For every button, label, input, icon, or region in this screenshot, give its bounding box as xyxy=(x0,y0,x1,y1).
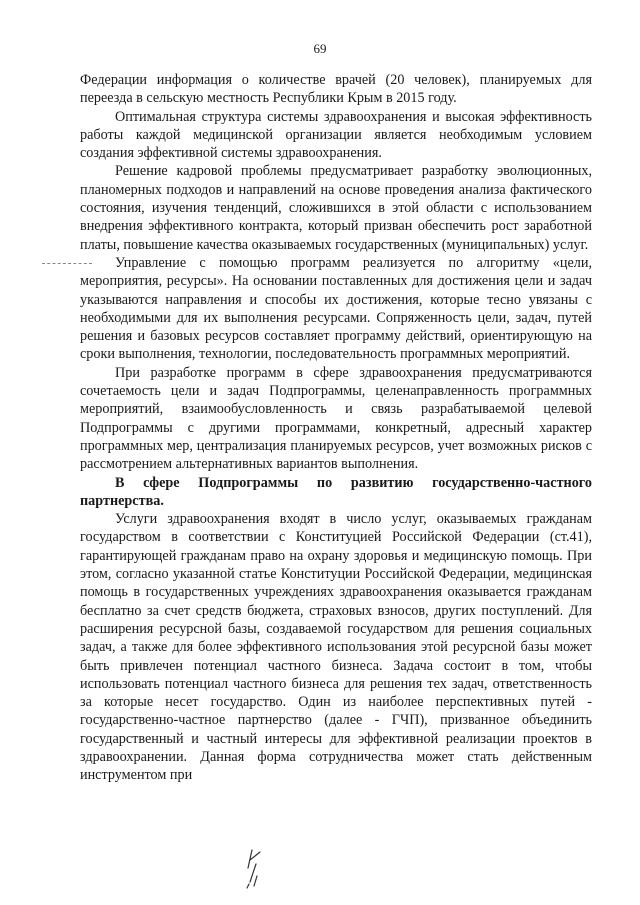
document-body xyxy=(80,71,592,785)
paragraph: Управление с помощью программ реализуется по алгоритму «цели, мероприятия, ресурсы». На основании поставленных для достижения цели и задач указываются направления и способы их достижения, которые тесно увязаны с необходимыми для их выполнения ресурсами. Сопряженность цели, задач, путей решения и базовых ресурсов составляет программу действий, ориентирующую на сроки выполнения, технологии, последовательность программных мероприятий. xyxy=(80,254,592,363)
paragraph: Оптимальная структура системы здравоохранения и высокая эффективность работы каждой медицинской организации является необходимым условием создания эффективной системы здравоохранения. xyxy=(80,108,592,162)
paragraph: При разработке программ в сфере здравоохранения предусматриваются сочетаемость цели и задач Подпрограммы, целенаправленность программных мероприятий, взаимообусловленность и связь разрабатываемой целевой Подпрограммы с другими программами, конкретный, адресный характер программных мер, централизация планируемых ресурсов, учет возможных рисков с рассмотрением альтернативных вариантов выполнения. xyxy=(80,364,592,473)
paragraph: Федерации информация о количестве врачей (20 человек), планируемых для переезда в сельскую местность Республики Крым в 2015 году. xyxy=(80,72,592,107)
section-heading: В сфере Подпрограммы по развитию государственно-частного партнерства. xyxy=(80,474,592,509)
paragraph: Решение кадровой проблемы предусматривает разработку эволюционных, планомерных подходов и направлений на основе проведения анализа фактического состояния, изучения тенденций, сложившихся в этой области с использованием внедрения эффективного контракта, который призван обеспечить рост заработной платы, повышение качества оказываемых государственных (муниципальных) услуг. xyxy=(80,163,592,253)
handwritten-signature xyxy=(238,846,272,894)
page-number: 69 xyxy=(313,41,327,56)
paragraph: Услуги здравоохранения входят в число услуг, оказываемых гражданам государством в соответствии с Конституцией Российской Федерации (ст.41), гарантирующей гражданам право на охрану здоровья и медицинскую помощь. При этом, согласно указанной статье Конституции Российской Федерации, медицинская помощь в государственных учреждениях здравоохранения оказывается гражданам бесплатно за счет средств бюджета, страховых взносов, других поступлений. Для расширения ресурсной базы, создаваемой государством для решения социальных задач, а также для более эффективного использования этой ресурсной базы может быть привлечен потенциал частного бизнеса. Задача состоит в том, чтобы использовать потенциал частного бизнеса для решения тех задач, ответственность за которые несет государство. Один из наиболее перспективных путей - государственно-частное партнерство (далее - ГЧП), призванное объединить государственный и частный интересы для эффективной реализации проектов в здравоохранении. Данная форма сотрудничества может стать действенным инструментом при xyxy=(80,511,592,784)
